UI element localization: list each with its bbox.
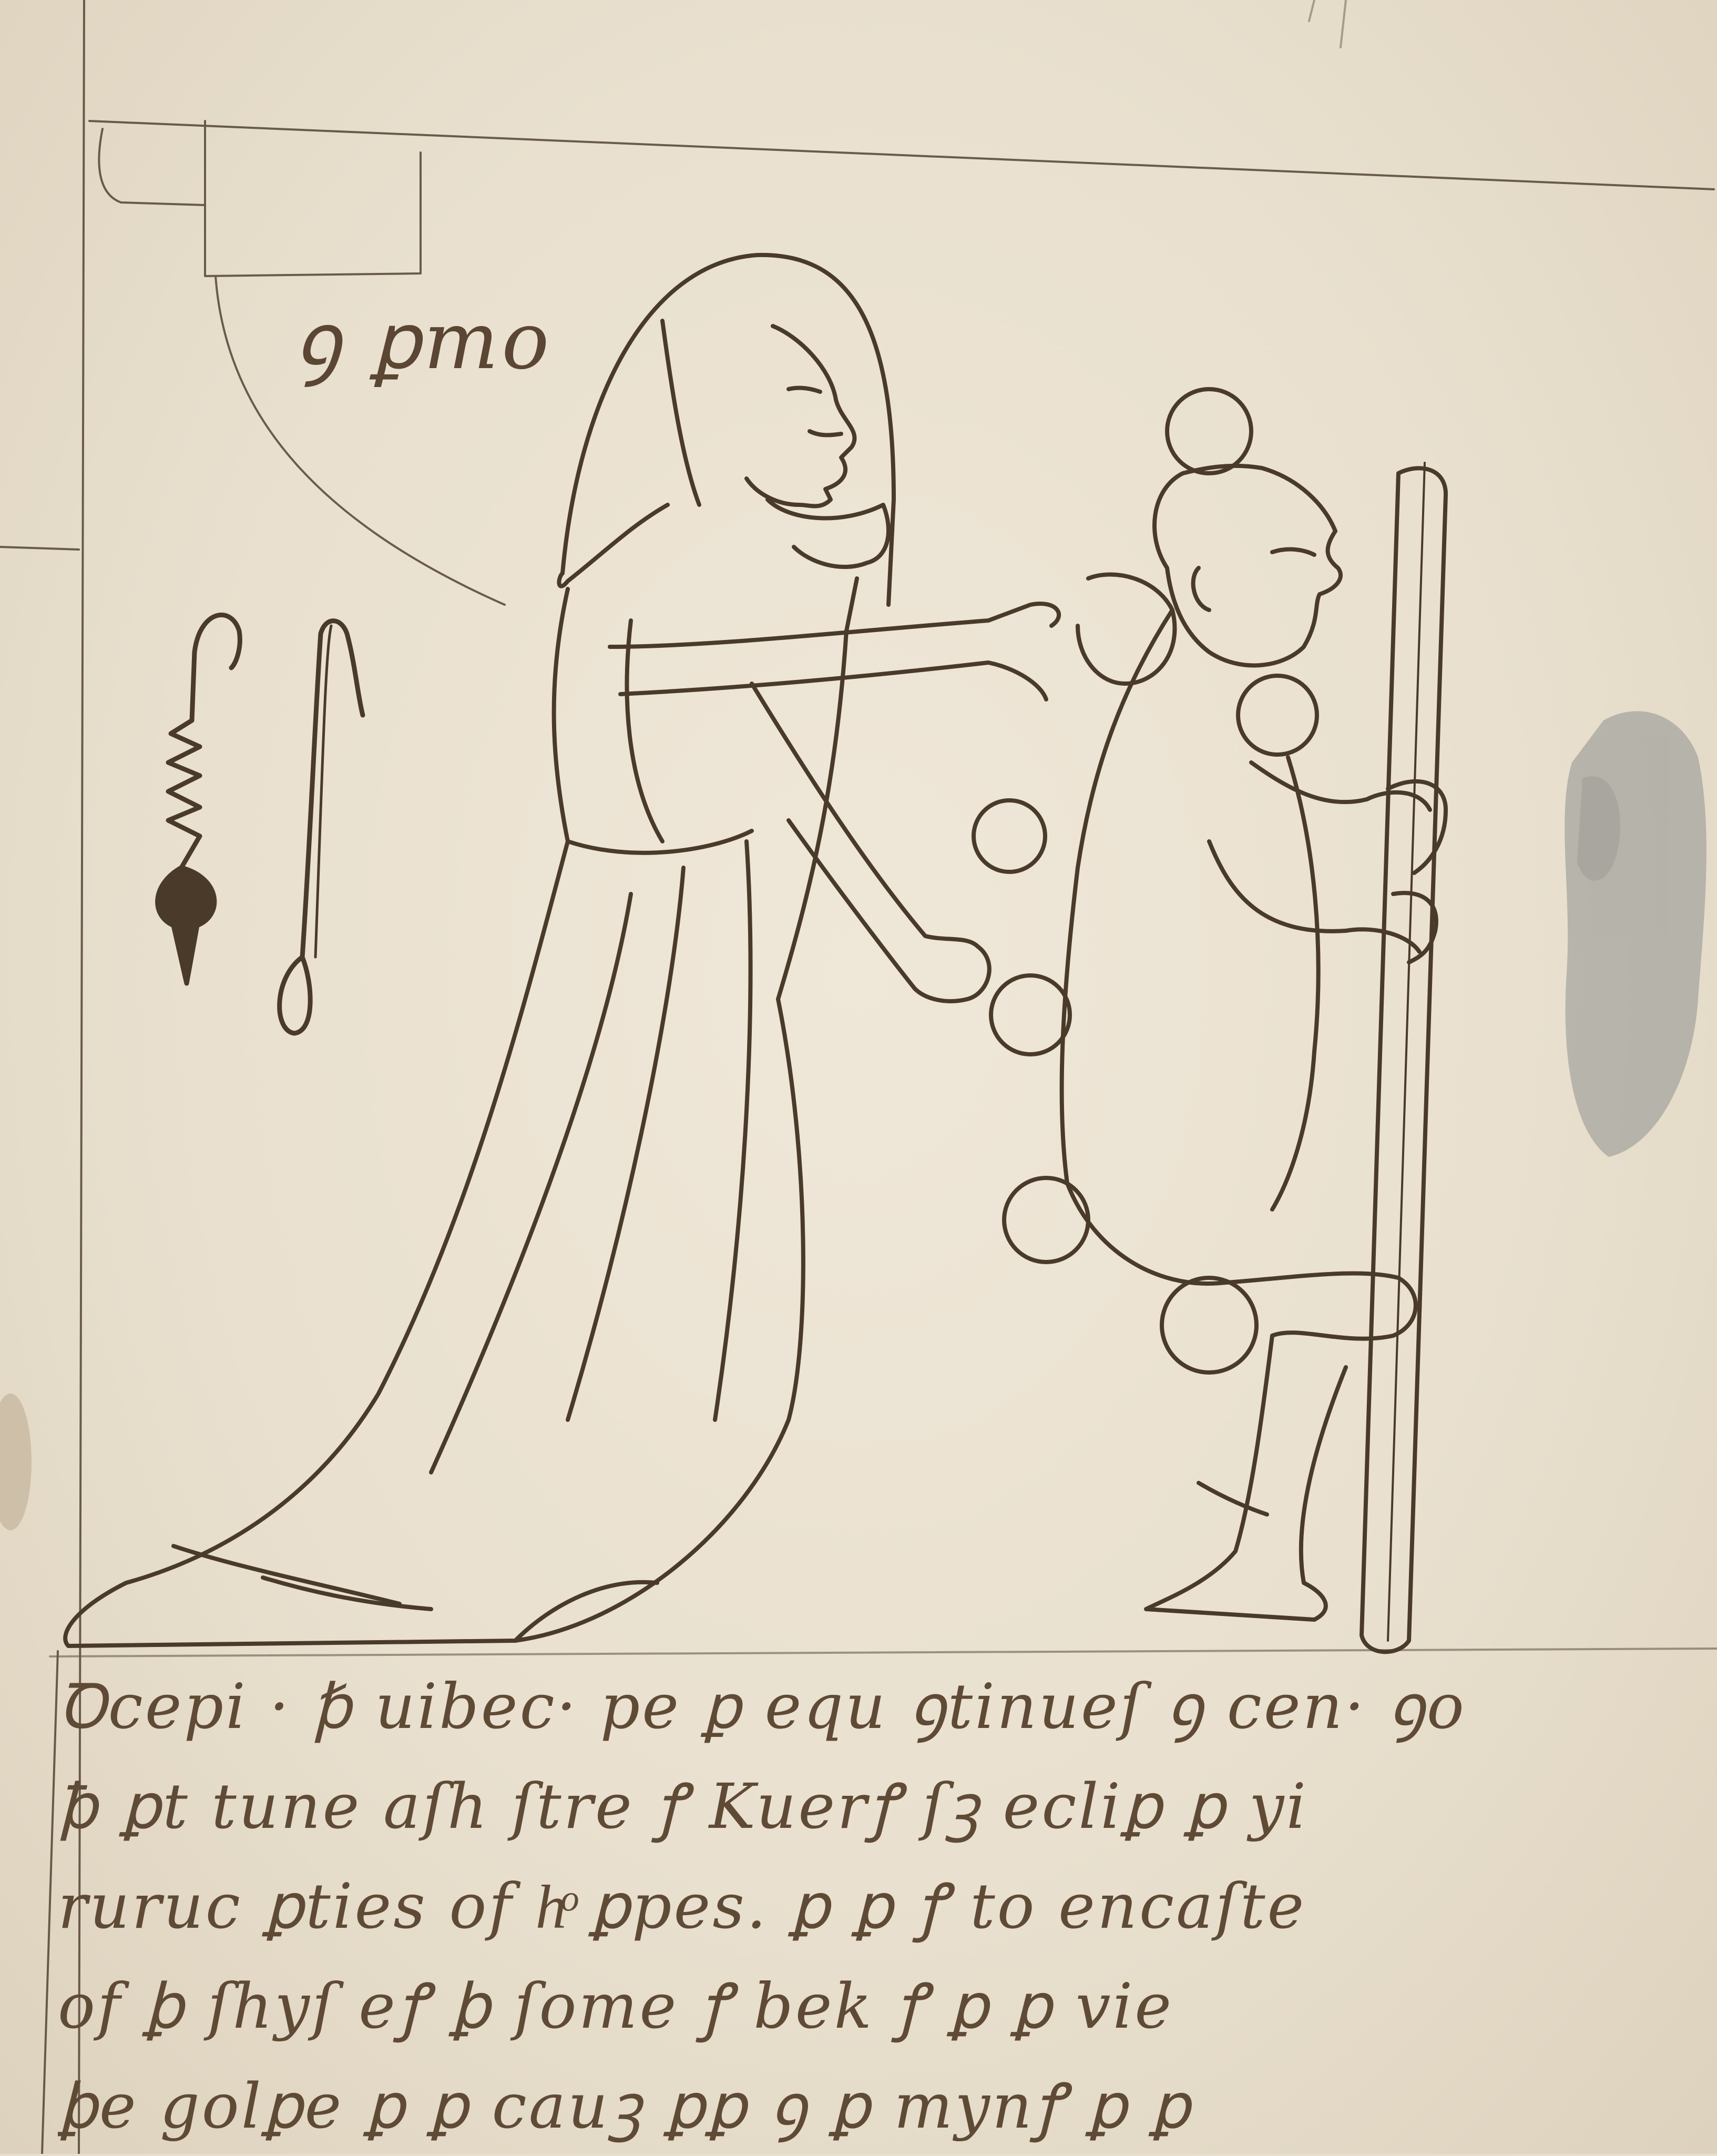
label-text: ꝯ ꝑmo	[294, 296, 553, 387]
man-figure	[974, 389, 1446, 1652]
caption-line: of ꝧ ſhyſ eꝭ ꝧ ſome ꝭ bek ꝭ ꝑ ꝑ vie	[58, 1970, 1174, 2042]
cautery-iron-icon	[158, 615, 240, 983]
left-stain	[0, 1394, 32, 1530]
grey-stain	[1565, 711, 1706, 1157]
woman-figure	[65, 255, 1059, 1646]
caption-line: ꝥ ꝑt tune aſh ſtre ꝭ Kuerꝭ ſꝫ ecliꝑ ꝑ yi	[58, 1770, 1309, 1843]
caption-block	[58, 1656, 1698, 2156]
caption-line: Ꝺcepi · ꝥ uibec· pe ꝑ equ ꝯtinueſ ꝯ cen· ꝯo	[58, 1670, 1466, 1743]
hook-probe-icon	[280, 621, 363, 1033]
caption-line: ꝧe golꝑe ꝑ ꝑ cauꝫ ꝑꝑ ꝯ ꝑ mynꝭ ꝑ ꝑ	[58, 2070, 1192, 2142]
caption-line: ruruc ꝑties of hͦ ꝑpes. ꝑ ꝑ ꝭ to encaſte	[58, 1870, 1306, 1943]
